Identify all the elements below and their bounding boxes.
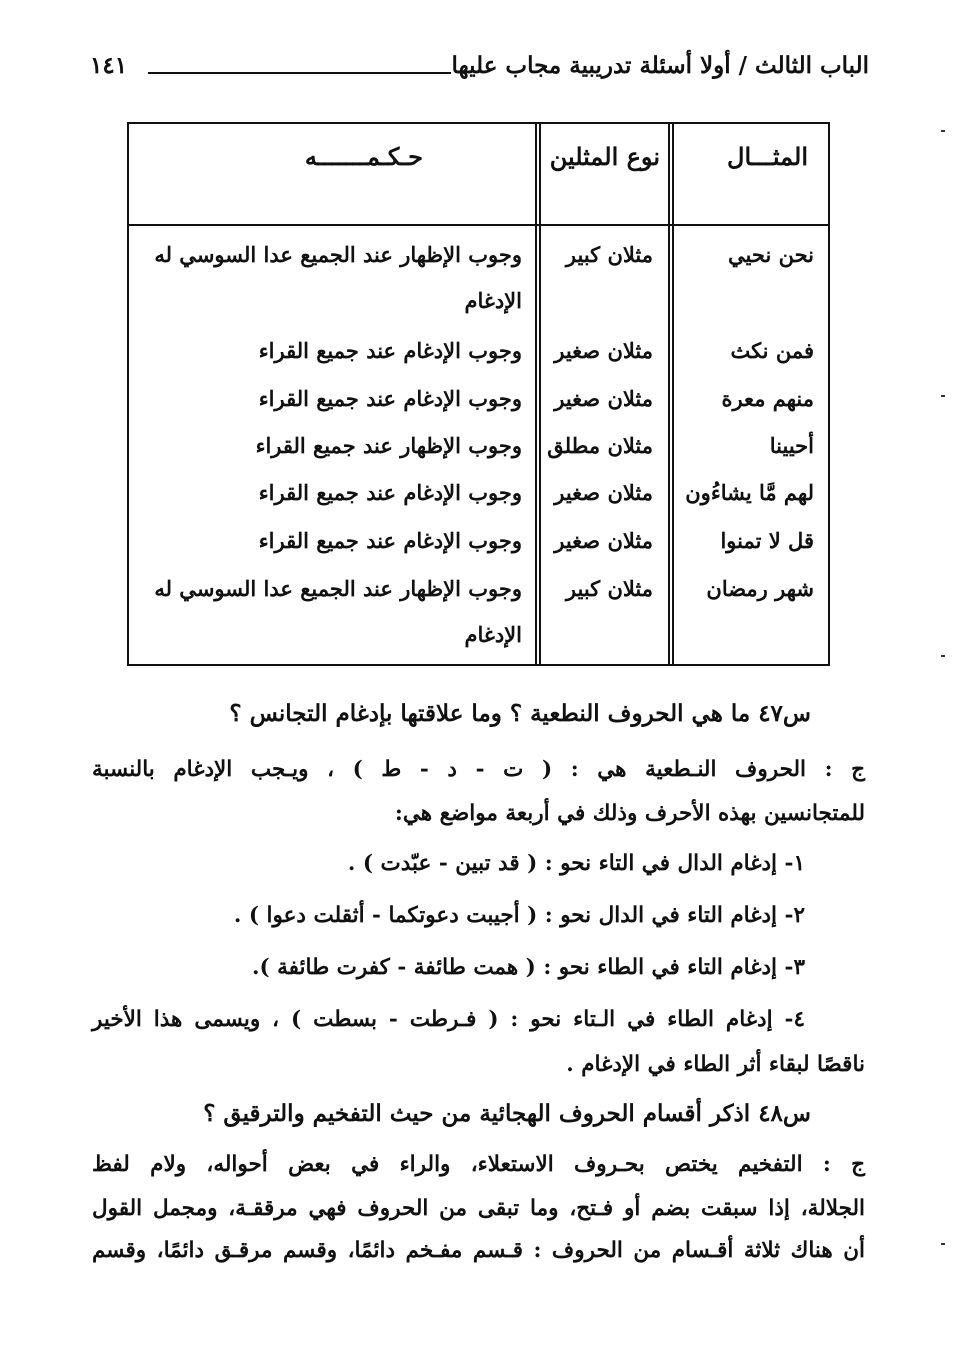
table-header-type: نوع المثلين bbox=[549, 142, 660, 171]
answer-47-line-2: للمتجانسين بهذه الأحرف وذلك في أربعة مواضع هي: bbox=[394, 801, 865, 826]
examples-table bbox=[127, 122, 830, 666]
answer-47-item-3: ٣- إدغام التاء في الطاء نحو : ( همت طائفة - كفرت طائفة ). bbox=[252, 955, 805, 980]
page-number: ١٤١ bbox=[90, 52, 128, 79]
table-row-rule: وجوب الإدغام عند جميع القراء bbox=[258, 528, 522, 553]
answer-47-line-1: ج : الحروف النـطعية هي : ( ت - د - ط ) ، ويـجب الإدغام بالنسبة bbox=[92, 757, 865, 782]
table-header-divider bbox=[129, 224, 828, 226]
table-row-rule: وجوب الإظهار عند الجميع عدا السوسي له الإدغام bbox=[154, 576, 522, 647]
question-47: س٤٧ ما هي الحروف النطعية ؟ وما علاقتها بإدغام التجانس ؟ bbox=[229, 700, 811, 727]
table-row-example: نحن نحيي bbox=[728, 242, 814, 267]
scan-mark bbox=[941, 655, 945, 657]
table-row-example: شهر رمضان bbox=[706, 576, 814, 601]
answer-47-item-1: ١- إدغام الدال في التاء نحو : ( قد تبين - عبّدت ) . bbox=[347, 851, 805, 876]
scan-mark bbox=[941, 1243, 945, 1245]
scan-mark bbox=[941, 395, 945, 397]
answer-48-line-3: أن هناك ثلاثة أقـسام من الحروف : قـسم مفـخم دائمًا، وقسم مرقـق دائمًا، وقسم bbox=[92, 1238, 865, 1263]
table-row-example: فمن نكث bbox=[730, 338, 814, 363]
table-row-type: مثلان كبير bbox=[565, 242, 653, 267]
running-title: الباب الثالث / أولا أسئلة تدريبية مجاب عليها bbox=[451, 52, 869, 79]
table-column-divider bbox=[668, 124, 670, 664]
table-header-rule: حـكـمـــــــه bbox=[304, 142, 423, 171]
table-row-type: مثلان صغير bbox=[554, 528, 653, 553]
table-row-example: قل لا تمنوا bbox=[720, 528, 814, 553]
table-row-rule: وجوب الإدغام عند جميع القراء bbox=[258, 338, 522, 363]
table-row-type: مثلان صغير bbox=[554, 338, 653, 363]
answer-48-line-1: ج : التفخيم يختص بحـروف الاستعلاء، والراء في بعض أحواله، ولام لفظ bbox=[92, 1152, 865, 1177]
table-row-example: منهم معرة bbox=[721, 386, 814, 411]
header-rule bbox=[148, 72, 451, 74]
table-row-type: مثلان مطلق bbox=[547, 433, 653, 458]
table-row-rule: وجوب الإدغام عند جميع القراء bbox=[258, 386, 522, 411]
answer-47-item-2: ٢- إدغام التاء في الدال نحو : ( أجيبت دعوتكما - أثقلت دعوا ) . bbox=[233, 903, 805, 928]
table-row-type: مثلان صغير bbox=[554, 386, 653, 411]
table-row-type: مثلان صغير bbox=[554, 480, 653, 505]
table-header-example: المثـــال bbox=[727, 142, 808, 171]
table-row-example: أحيينا bbox=[769, 433, 814, 458]
table-row-rule: وجوب الإظهار عند جميع القراء bbox=[255, 433, 522, 458]
table-row-rule: وجوب الإدغام عند جميع القراء bbox=[258, 480, 522, 505]
question-48: س٤٨ اذكر أقسام الحروف الهجائية من حيث التفخيم والترقيق ؟ bbox=[203, 1100, 811, 1127]
scan-mark bbox=[941, 130, 945, 132]
table-row-type: مثلان كبير bbox=[565, 576, 653, 601]
table-row-rule: وجوب الإظهار عند الجميع عدا السوسي له الإدغام bbox=[154, 242, 522, 313]
table-column-divider bbox=[672, 124, 674, 664]
answer-48-line-2: الجلالة، إذا سبقت بضم أو فـتح، وما تبقى من الحروف فهي مرققـة، ومجمل القول bbox=[92, 1196, 865, 1221]
table-column-divider bbox=[535, 124, 537, 664]
table-row-example: لهم مَّا يشاءُون bbox=[685, 480, 814, 505]
table-column-divider bbox=[539, 124, 541, 664]
answer-47-item-4: ٤- إدغام الطاء في الـتاء نحو : ( فـرطت - بسطت ) ، ويسمى هذا الأخير bbox=[92, 1007, 805, 1032]
answer-47-item-4-cont: ناقصًا لبقاء أثر الطاء في الإدغام . bbox=[566, 1052, 865, 1077]
